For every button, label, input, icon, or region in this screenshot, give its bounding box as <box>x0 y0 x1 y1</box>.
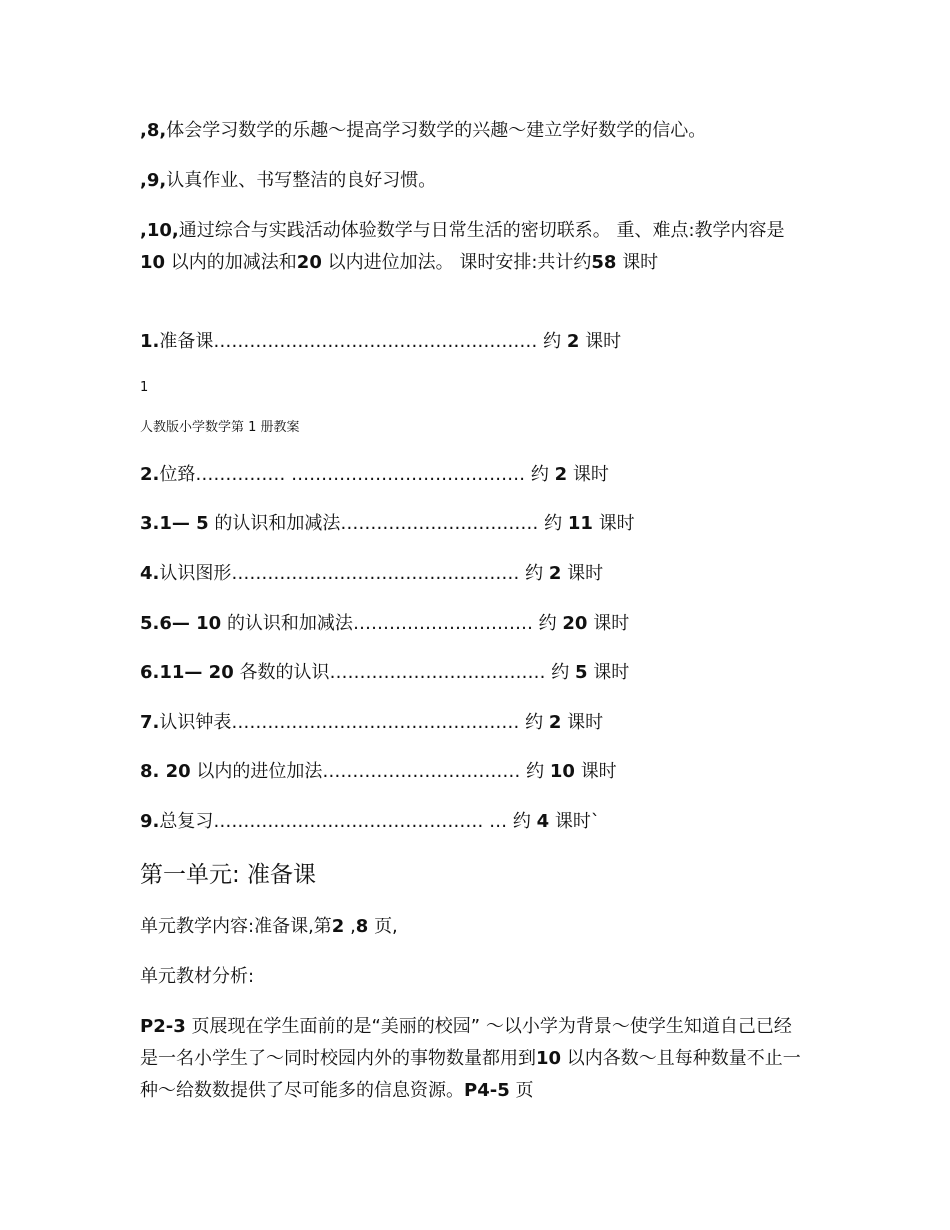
objective-8-text: 体会学习数学的乐趣～提高学习数学的兴趣～建立学好数学的信心。 <box>166 120 707 141</box>
schedule-row-hours: 2 <box>548 563 562 584</box>
schedule-row <box>140 459 609 491</box>
schedule-row-number: 9. <box>140 811 160 832</box>
objective-10-text-c: 以内进位加法。 课时安排:共计约 <box>327 252 592 273</box>
schedule-row <box>140 508 635 540</box>
schedule-row-leader: ……………………………………………… <box>213 331 544 352</box>
schedule-row-number: 3.1— 5 <box>140 513 209 534</box>
schedule-row-hours: 10 <box>549 761 575 782</box>
unit-analysis-text-c: 页 <box>515 1080 534 1101</box>
schedule-row-unit: 课时 <box>593 613 630 634</box>
schedule-row-unit: 课时 <box>567 712 604 733</box>
schedule-row-leader: ………………………… <box>352 613 539 634</box>
schedule-row-number: 7. <box>140 712 160 733</box>
schedule-row-hours: 5 <box>574 662 588 683</box>
schedule-row-leader: …………………………… <box>340 513 545 534</box>
schedule-row-title: 认识钟表 <box>159 712 232 733</box>
unit-content-separator: , <box>350 916 356 937</box>
objective-8-number: ,8, <box>140 120 167 141</box>
schedule-row-title: 位臵 <box>159 464 196 485</box>
page-number: 1 <box>140 380 149 395</box>
schedule-row-unit: 课时` <box>554 811 600 832</box>
unit-analysis-text-b: 以内各数～且每种数量不止一种～给数数提供了尽可能多的信息资源。 <box>140 1048 801 1101</box>
schedule-row-title: 各数的认识 <box>239 662 330 683</box>
unit-analysis-paragraph <box>140 1011 808 1107</box>
schedule-row-prefix: 约 <box>526 761 545 782</box>
schedule-row-unit: 课时 <box>580 761 617 782</box>
schedule-row-title: 认识图形 <box>159 563 232 584</box>
schedule-row-hours: 20 <box>562 613 588 634</box>
schedule-row-prefix: 约 <box>551 662 570 683</box>
schedule-row-prefix: 约 <box>512 811 531 832</box>
schedule-row-leader: ……………………………………… … <box>213 811 513 832</box>
schedule-row-number: 8. 20 <box>140 761 191 782</box>
schedule-row-hours: 2 <box>554 464 568 485</box>
schedule-row-prefix: 约 <box>544 513 563 534</box>
schedule-row-unit: 课时 <box>572 464 609 485</box>
schedule-row-leader: …………………………… <box>322 761 527 782</box>
schedule-row <box>140 806 600 838</box>
schedule-row-unit: 课时 <box>598 513 635 534</box>
objective-9 <box>140 165 436 197</box>
objective-10-text-d: 课时 <box>622 252 659 273</box>
schedule-row-unit: 课时 <box>585 331 622 352</box>
schedule-row-hours: 2 <box>548 712 562 733</box>
schedule-row-prefix: 约 <box>530 464 549 485</box>
unit-analysis-text-a: 页展现在学生面前的是“美丽的校园” ～以小学为背景～使学生知道自己已经是一名小学生了～同时校园内外的事物数量都用到 <box>140 1016 792 1069</box>
schedule-row-hours: 4 <box>536 811 550 832</box>
schedule-row-title: 的认识和加减法 <box>214 513 341 534</box>
unit-analysis-title: 单元教材分析: <box>140 966 255 987</box>
unit-analysis-number: 10 <box>536 1048 562 1069</box>
schedule-row-prefix: 约 <box>525 563 544 584</box>
unit-content-page-end: 8 <box>355 916 369 937</box>
unit-heading: 第一单元: 准备课 <box>140 862 317 888</box>
objective-10-text-b: 以内的加减法和 <box>170 252 297 273</box>
objective-8 <box>140 115 706 147</box>
objective-9-text: 认真作业、书写整洁的良好习惯。 <box>166 170 437 191</box>
schedule-row-hours: 11 <box>567 513 593 534</box>
unit-analysis-page-ref-1: P2-3 <box>140 1016 186 1037</box>
schedule-row-number: 4. <box>140 563 160 584</box>
schedule-row-hours: 2 <box>566 331 580 352</box>
schedule-row-title: 准备课 <box>159 331 214 352</box>
objective-10 <box>140 215 808 279</box>
schedule-row-number: 2. <box>140 464 160 485</box>
schedule-row-title: 总复习 <box>159 811 214 832</box>
unit-content-suffix: 页, <box>374 916 398 937</box>
schedule-row-unit: 课时 <box>567 563 604 584</box>
objective-10-number-1: 10 <box>140 252 166 273</box>
schedule-row <box>140 707 603 739</box>
schedule-row-title: 的认识和加减法 <box>226 613 353 634</box>
unit-content-label: 单元教学内容:准备课,第 <box>140 916 332 937</box>
unit-content <box>140 911 398 943</box>
schedule-row <box>140 326 621 358</box>
objective-10-text-a: 通过综合与实践活动体验数学与日常生活的密切联系。 重、难点:教学内容是 <box>178 220 785 241</box>
schedule-row-prefix: 约 <box>525 712 544 733</box>
schedule-row-title: 以内的进位加法 <box>196 761 323 782</box>
running-header: 人教版小学数学第 1 册教案 <box>140 420 300 435</box>
schedule-row-leader: ………………………………………… <box>231 712 526 733</box>
schedule-row <box>140 608 629 640</box>
schedule-row <box>140 558 603 590</box>
unit-analysis-page-ref-2: P4-5 <box>464 1080 510 1101</box>
schedule-row-leader: …………… ………………………………… <box>195 464 531 485</box>
schedule-row-leader: ………………………………………… <box>231 563 526 584</box>
objective-10-number: ,10, <box>140 220 179 241</box>
schedule-row-number: 6.11— 20 <box>140 662 234 683</box>
schedule-row-number: 5.6— 10 <box>140 613 222 634</box>
schedule-row <box>140 756 617 788</box>
schedule-row-prefix: 约 <box>538 613 557 634</box>
schedule-row-prefix: 约 <box>543 331 562 352</box>
objective-10-number-2: 20 <box>296 252 322 273</box>
schedule-row-leader: ……………………………… <box>329 662 552 683</box>
objective-9-number: ,9, <box>140 170 167 191</box>
unit-content-page-start: 2 <box>331 916 345 937</box>
schedule-row-unit: 课时 <box>593 662 630 683</box>
objective-10-number-3: 58 <box>591 252 617 273</box>
schedule-row <box>140 657 629 689</box>
schedule-row-number: 1. <box>140 331 160 352</box>
